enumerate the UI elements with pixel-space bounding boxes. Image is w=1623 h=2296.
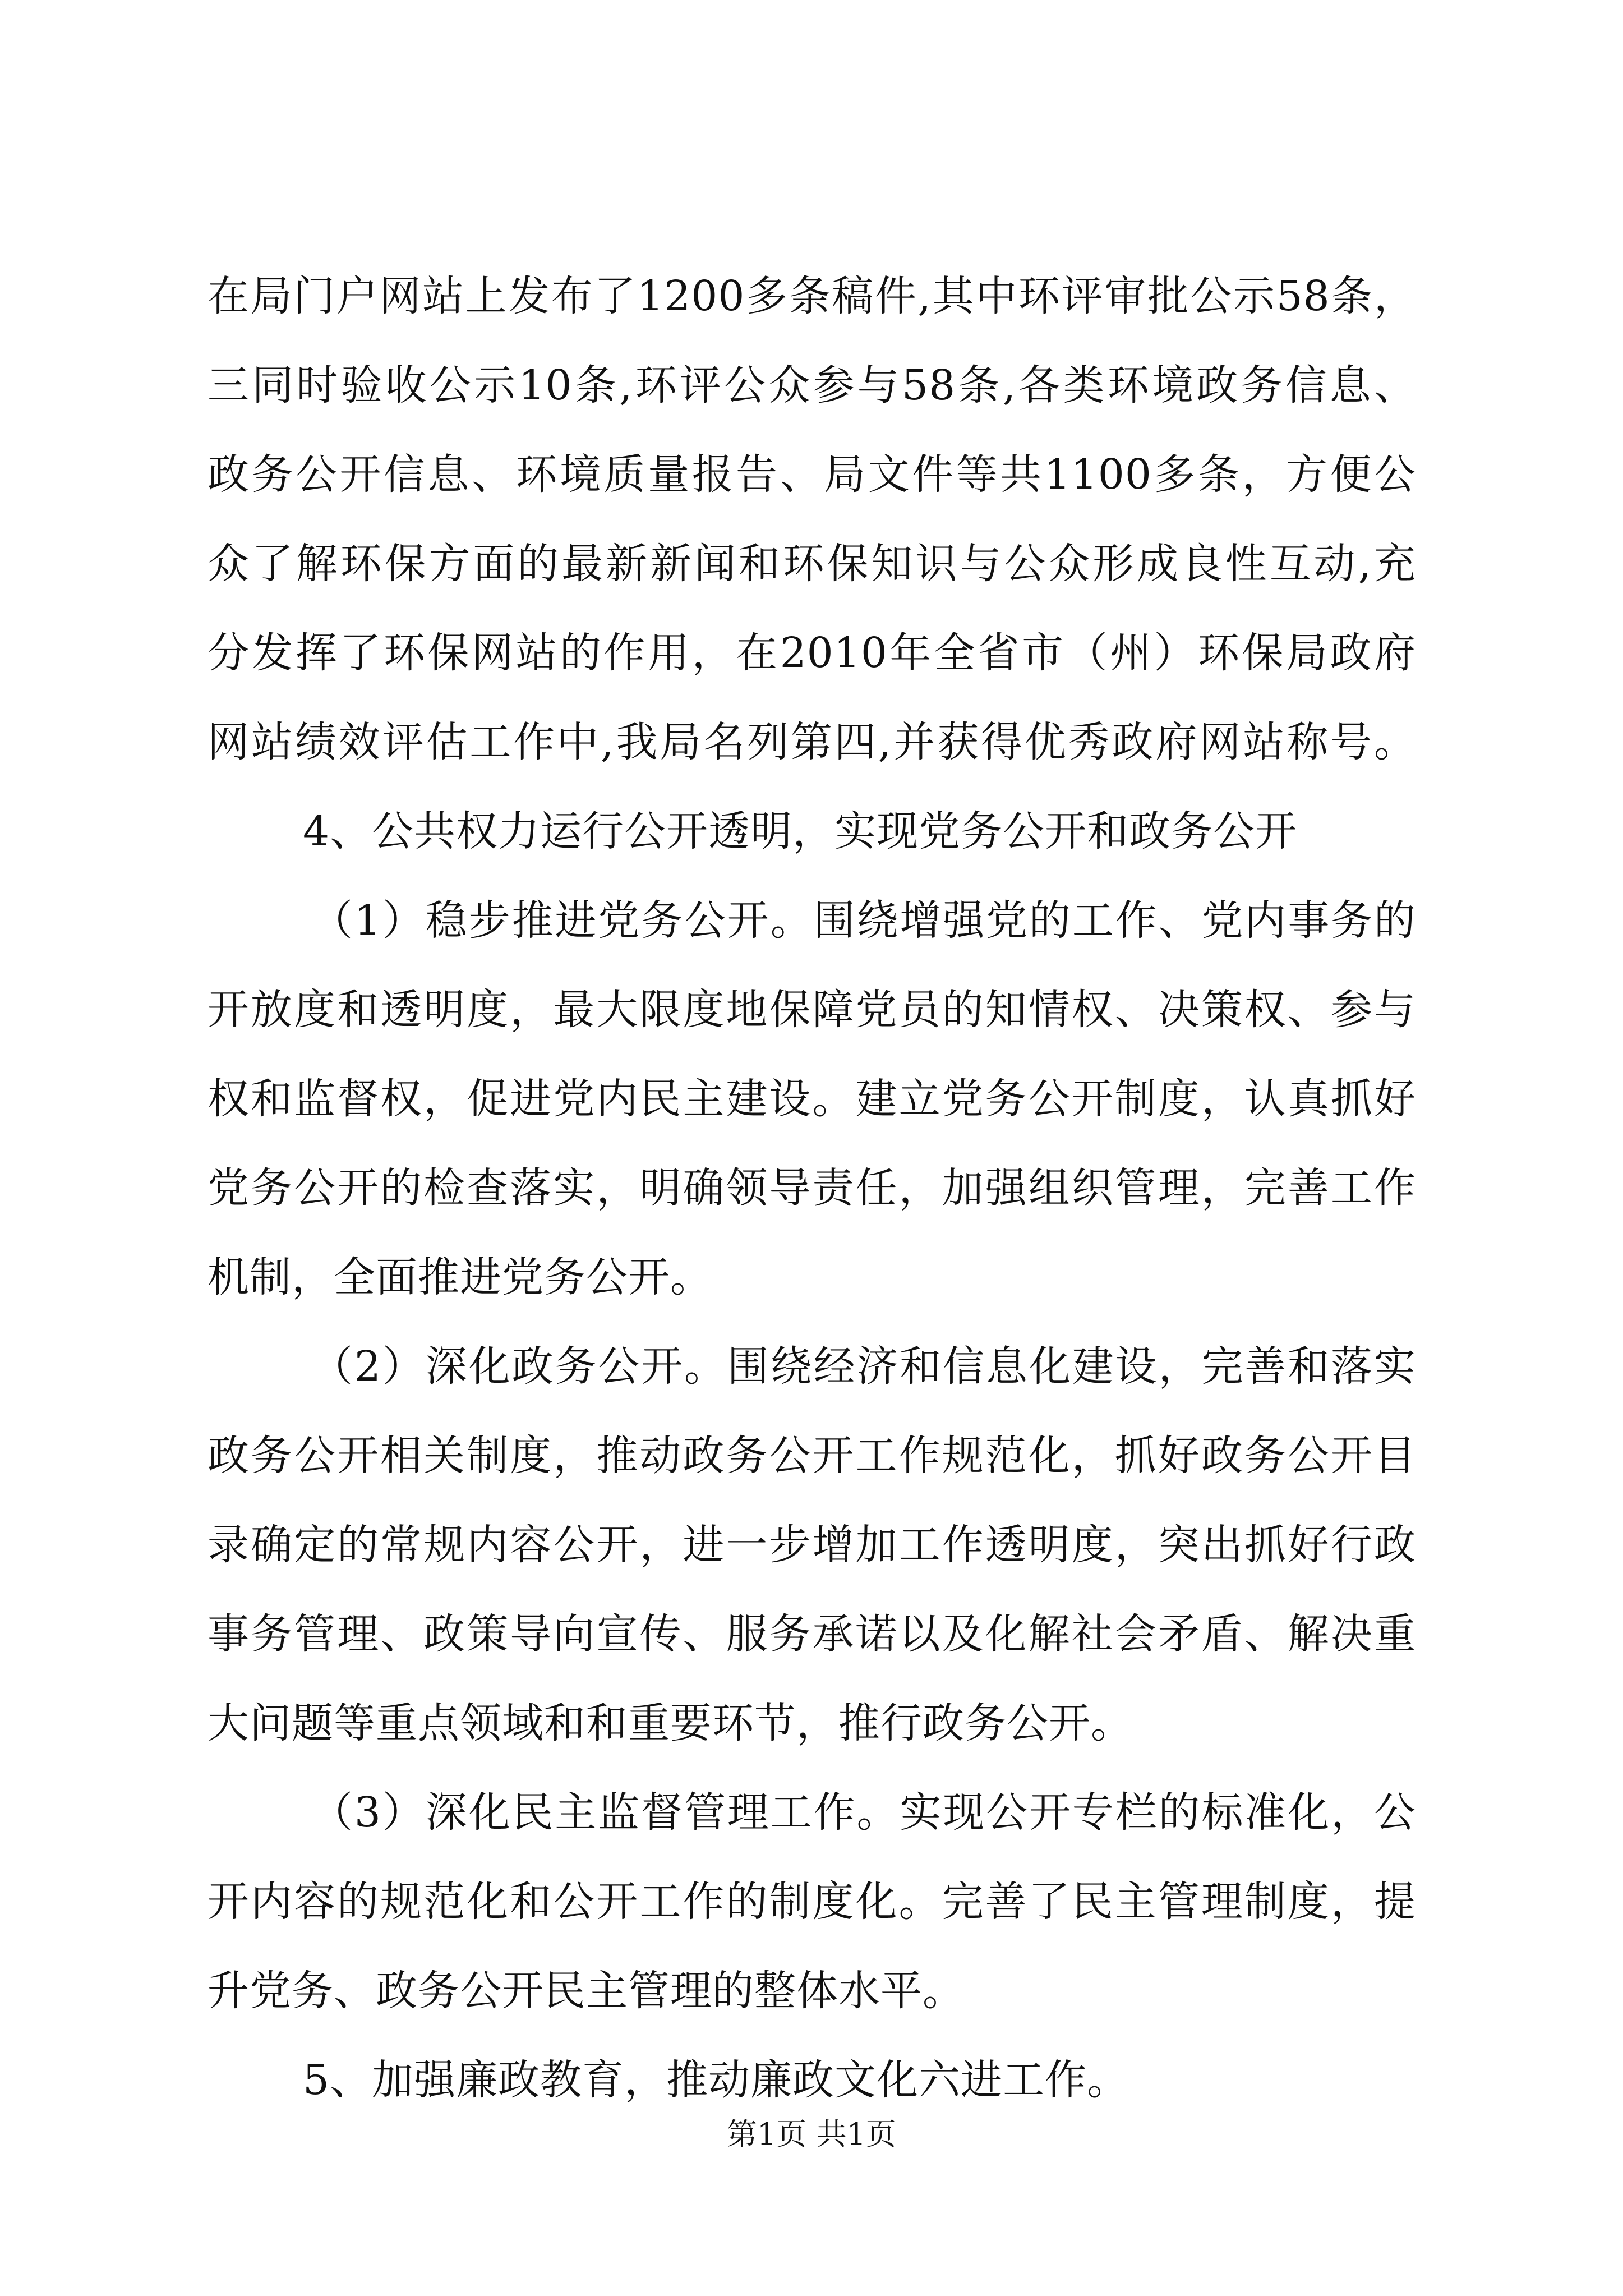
paragraph-line: 权和监督权，促进党内民主建设。建立党务公开制度，认真抓好 [208, 1075, 1416, 1123]
paragraph-line: 网站绩效评估工作中,我局名列第四,并获得优秀政府网站称号。 [208, 718, 1416, 766]
paragraph-line: （2）深化政务公开。围绕经济和信息化建设，完善和落实 [311, 1342, 1416, 1391]
paragraph-line: 录确定的常规内容公开，进一步增加工作透明度，突出抓好行政 [208, 1521, 1416, 1569]
paragraph-line: 升党务、政务公开民主管理的整体水平。 [208, 1967, 965, 2015]
paragraph-line: （1）稳步推进党务公开。围绕增强党的工作、党内事务的 [311, 896, 1416, 945]
paragraph-line: （3）深化民主监督管理工作。实现公开专栏的标准化，公 [311, 1788, 1416, 1837]
page-number-footer: 第1页 共1页 [727, 2116, 896, 2152]
paragraph-line: 众了解环保方面的最新新闻和环保知识与公众形成良性互动,充 [208, 540, 1416, 588]
paragraph-line: 开内容的规范化和公开工作的制度化。完善了民主管理制度，提 [208, 1878, 1416, 1926]
paragraph-line: 政务公开相关制度，推动政务公开工作规范化，抓好政务公开目 [208, 1432, 1416, 1480]
paragraph-line: 在局门户网站上发布了1200多条稿件,其中环评审批公示58条， [208, 272, 1416, 320]
paragraph-line: 大问题等重点领域和和重要环节，推行政务公开。 [208, 1699, 1133, 1747]
section-heading: 5、加强廉政教育，推动廉政文化六进工作。 [303, 2056, 1129, 2104]
paragraph-line: 党务公开的检查落实，明确领导责任，加强组织管理，完善工作 [208, 1164, 1416, 1212]
paragraph-line: 分发挥了环保网站的作用，在2010年全省市（州）环保局政府 [208, 629, 1416, 677]
section-heading: 4、公共权力运行公开透明，实现党务公开和政务公开 [303, 807, 1298, 855]
paragraph-line: 政务公开信息、环境质量报告、局文件等共1100多条，方便公 [208, 450, 1416, 499]
paragraph-line: 三同时验收公示10条,环评公众参与58条,各类环境政务信息、 [208, 361, 1416, 409]
paragraph-line: 开放度和透明度，最大限度地保障党员的知情权、决策权、参与 [208, 986, 1416, 1034]
paragraph-line: 机制，全面推进党务公开。 [208, 1253, 712, 1301]
paragraph-line: 事务管理、政策导向宣传、服务承诺以及化解社会矛盾、解决重 [208, 1610, 1416, 1658]
